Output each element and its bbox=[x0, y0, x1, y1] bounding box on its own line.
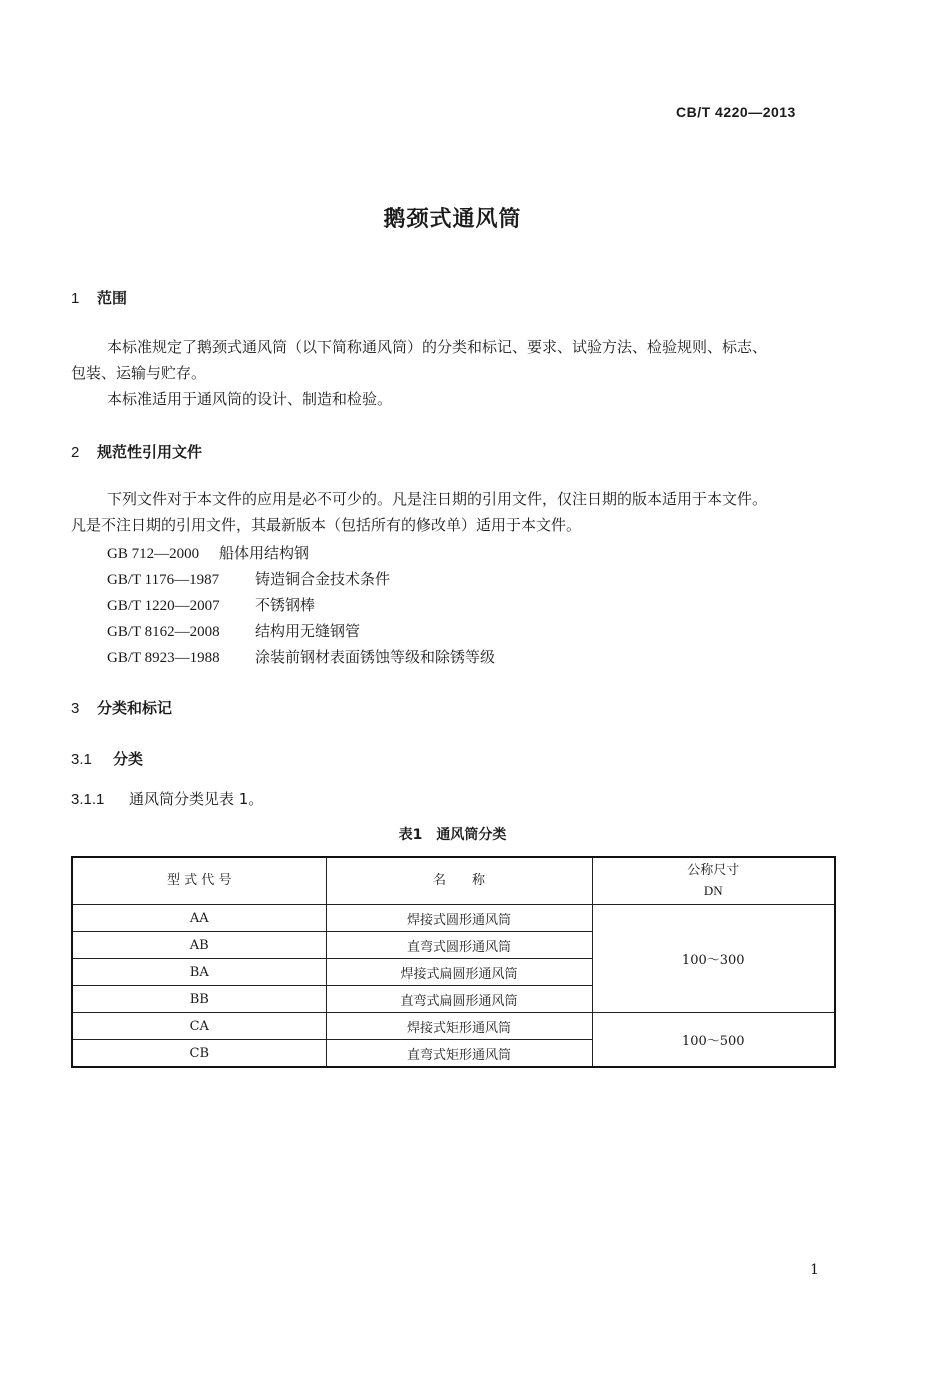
header-name: 名 称 bbox=[326, 857, 592, 905]
clause-3-1-1 bbox=[71, 788, 263, 809]
header-nominal-size bbox=[592, 857, 835, 905]
name-cell: 焊接式矩形通风筒 bbox=[326, 1013, 592, 1040]
normative-reference bbox=[107, 542, 309, 563]
subsection-title: 分类 bbox=[113, 750, 144, 768]
name-cell: 直弯式矩形通风筒 bbox=[326, 1040, 592, 1068]
section-1-paragraph-1-line-2: 包装、运输与贮存。 bbox=[71, 364, 207, 382]
clause-text: 通风筒分类见表 1。 bbox=[129, 790, 264, 808]
section-2-paragraph-line-1: 下列文件对于本文件的应用是必不可少的。凡是注日期的引用文件，仅注日期的版本适用于本文件。 bbox=[107, 490, 768, 508]
section-2-paragraph-line-2: 凡是不注日期的引用文件，其最新版本（包括所有的修改单）适用于本文件。 bbox=[71, 516, 582, 534]
name-cell: 直弯式扁圆形通风筒 bbox=[326, 986, 592, 1013]
reference-title: 涂装前钢材表面锈蚀等级和除锈等级 bbox=[255, 648, 496, 666]
reference-code: GB/T 1176—1987 bbox=[107, 572, 220, 588]
type-code-cell: AA bbox=[72, 905, 326, 932]
name-cell: 焊接式扁圆形通风筒 bbox=[326, 959, 592, 986]
type-code-cell: CA bbox=[72, 1013, 326, 1040]
reference-title: 不锈钢棒 bbox=[255, 596, 316, 614]
page-number: 1 bbox=[810, 1262, 819, 1278]
type-code-cell: BA bbox=[72, 959, 326, 986]
type-code-cell: BB bbox=[72, 986, 326, 1013]
reference-title: 结构用无缝钢管 bbox=[255, 622, 361, 640]
table-caption: 表1 通风筒分类 bbox=[398, 827, 507, 843]
normative-reference bbox=[107, 568, 390, 589]
reference-code: GB/T 8923—1988 bbox=[107, 650, 220, 666]
classification-table bbox=[71, 856, 836, 1068]
reference-code: GB/T 1220—2007 bbox=[107, 598, 220, 614]
standard-code: CB/T 4220—2013 bbox=[676, 104, 796, 120]
size-cell: 100～300 bbox=[592, 905, 835, 1013]
reference-title: 船体用结构钢 bbox=[219, 544, 310, 562]
table-row bbox=[72, 1013, 835, 1040]
normative-reference bbox=[107, 646, 495, 667]
subsection-number: 3.1 bbox=[71, 751, 92, 768]
section-title: 规范性引用文件 bbox=[97, 443, 203, 461]
table-row bbox=[72, 905, 835, 932]
section-title: 范围 bbox=[97, 289, 128, 307]
section-1-paragraph-2: 本标准适用于通风筒的设计、制造和检验。 bbox=[107, 390, 393, 408]
header-size-line-1: 公称尺寸 bbox=[687, 863, 740, 878]
section-number: 1 bbox=[71, 290, 80, 307]
normative-reference bbox=[107, 594, 315, 615]
document-title: 鹅颈式通风筒 bbox=[383, 207, 522, 232]
header-type-code: 型 式 代 号 bbox=[72, 857, 326, 905]
reference-title: 铸造铜合金技术条件 bbox=[255, 570, 391, 588]
name-cell: 焊接式圆形通风筒 bbox=[326, 905, 592, 932]
section-1-paragraph-1-line-1: 本标准规定了鹅颈式通风筒（以下简称通风筒）的分类和标记、要求、试验方法、检验规则、标志、 bbox=[107, 338, 768, 356]
clause-number: 3.1.1 bbox=[71, 791, 105, 808]
table-header-row bbox=[72, 857, 835, 905]
section-number: 3 bbox=[71, 700, 80, 717]
header-size-line-2: DN bbox=[703, 883, 723, 898]
type-code-cell: AB bbox=[72, 932, 326, 959]
reference-code: GB/T 8162—2008 bbox=[107, 624, 220, 640]
subsection-3-1-heading bbox=[71, 748, 143, 769]
section-3-heading bbox=[71, 697, 172, 718]
size-cell: 100～500 bbox=[592, 1013, 835, 1068]
section-2-heading bbox=[71, 441, 202, 462]
section-1-heading bbox=[71, 287, 127, 308]
type-code-cell: CB bbox=[72, 1040, 326, 1068]
section-title: 分类和标记 bbox=[97, 699, 173, 717]
section-number: 2 bbox=[71, 444, 80, 461]
name-cell: 直弯式圆形通风筒 bbox=[326, 932, 592, 959]
normative-reference bbox=[107, 620, 360, 641]
reference-code: GB 712—2000 bbox=[107, 546, 200, 562]
